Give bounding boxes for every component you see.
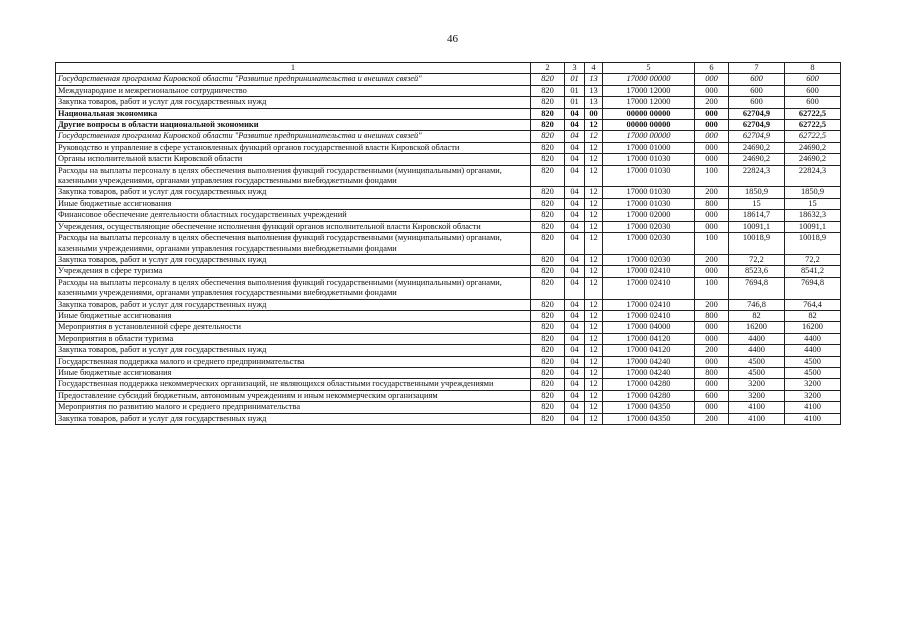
amount-year2-cell: 600 <box>785 97 841 108</box>
subsection-code-cell: 13 <box>585 74 603 85</box>
target-article-cell: 17000 01030 <box>603 187 695 198</box>
amount-year1-cell: 7694,8 <box>729 277 785 299</box>
row-name-cell: Закупка товаров, работ и услуг для государственных нужд <box>56 97 531 108</box>
chapter-code-cell: 820 <box>531 108 565 119</box>
row-name-cell: Учреждения, осуществляющие обеспечение исполнения функций органов исполнительной власти Кировской области <box>56 221 531 232</box>
section-code-cell: 04 <box>565 390 585 401</box>
row-name-cell: Расходы на выплаты персоналу в целях обеспечения выполнения функций государственными (муниципальными) органами, казенными учреждениями, органами управления государственными внебюджетными фондами <box>56 233 531 255</box>
table-row <box>56 154 841 165</box>
section-code-cell: 04 <box>565 131 585 142</box>
target-article-cell: 17000 04280 <box>603 390 695 401</box>
row-name-cell: Иные бюджетные ассигнования <box>56 198 531 209</box>
subsection-code-cell: 12 <box>585 390 603 401</box>
amount-year1-cell: 62704,9 <box>729 120 785 131</box>
row-name-cell: Мероприятия по развитию малого и среднего предпринимательства <box>56 402 531 413</box>
expense-type-cell: 000 <box>695 322 729 333</box>
header-cell: 1 <box>56 63 531 74</box>
chapter-code-cell: 820 <box>531 310 565 321</box>
subsection-code-cell: 12 <box>585 120 603 131</box>
section-code-cell: 04 <box>565 108 585 119</box>
chapter-code-cell: 820 <box>531 74 565 85</box>
amount-year1-cell: 22824,3 <box>729 165 785 187</box>
table-row <box>56 310 841 321</box>
subsection-code-cell: 12 <box>585 210 603 221</box>
section-code-cell: 04 <box>565 210 585 221</box>
amount-year1-cell: 4100 <box>729 413 785 424</box>
amount-year1-cell: 746,8 <box>729 299 785 310</box>
table-row <box>56 233 841 255</box>
section-code-cell: 01 <box>565 85 585 96</box>
amount-year2-cell: 4500 <box>785 367 841 378</box>
amount-year2-cell: 24690,2 <box>785 142 841 153</box>
subsection-code-cell: 12 <box>585 322 603 333</box>
amount-year1-cell: 3200 <box>729 379 785 390</box>
section-code-cell: 04 <box>565 310 585 321</box>
target-article-cell: 17000 02030 <box>603 254 695 265</box>
target-article-cell: 00000 00000 <box>603 120 695 131</box>
row-name-cell: Предоставление субсидий бюджетным, автономным учреждениям и иным некоммерческим организациям <box>56 390 531 401</box>
row-name-cell: Финансовое обеспечение деятельности областных государственных учреждений <box>56 210 531 221</box>
amount-year2-cell: 4100 <box>785 413 841 424</box>
expense-type-cell: 000 <box>695 356 729 367</box>
chapter-code-cell: 820 <box>531 367 565 378</box>
section-code-cell: 04 <box>565 413 585 424</box>
amount-year1-cell: 24690,2 <box>729 142 785 153</box>
amount-year1-cell: 16200 <box>729 322 785 333</box>
table-row <box>56 277 841 299</box>
target-article-cell: 17000 02410 <box>603 310 695 321</box>
chapter-code-cell: 820 <box>531 413 565 424</box>
amount-year2-cell: 22824,3 <box>785 165 841 187</box>
amount-year1-cell: 4500 <box>729 367 785 378</box>
target-article-cell: 17000 04000 <box>603 322 695 333</box>
header-cell: 7 <box>729 63 785 74</box>
amount-year2-cell: 7694,8 <box>785 277 841 299</box>
subsection-code-cell: 12 <box>585 379 603 390</box>
row-name-cell: Иные бюджетные ассигнования <box>56 310 531 321</box>
chapter-code-cell: 820 <box>531 85 565 96</box>
target-article-cell: 17000 04240 <box>603 367 695 378</box>
table-row <box>56 131 841 142</box>
table-row <box>56 210 841 221</box>
target-article-cell: 17000 00000 <box>603 131 695 142</box>
row-name-cell: Государственная поддержка малого и среднего предпринимательства <box>56 356 531 367</box>
expense-type-cell: 000 <box>695 154 729 165</box>
chapter-code-cell: 820 <box>531 97 565 108</box>
header-cell: 8 <box>785 63 841 74</box>
table-header-row <box>56 63 841 74</box>
amount-year2-cell: 3200 <box>785 379 841 390</box>
expense-type-cell: 000 <box>695 402 729 413</box>
row-name-cell: Государственная программа Кировской области "Развитие предпринимательства и внешних связей" <box>56 74 531 85</box>
target-article-cell: 17000 04280 <box>603 379 695 390</box>
target-article-cell: 17000 00000 <box>603 74 695 85</box>
row-name-cell: Закупка товаров, работ и услуг для государственных нужд <box>56 299 531 310</box>
table-row <box>56 390 841 401</box>
subsection-code-cell: 12 <box>585 345 603 356</box>
row-name-cell: Другие вопросы в области национальной экономики <box>56 120 531 131</box>
amount-year2-cell: 72,2 <box>785 254 841 265</box>
row-name-cell: Закупка товаров, работ и услуг для государственных нужд <box>56 413 531 424</box>
expense-type-cell: 800 <box>695 310 729 321</box>
amount-year1-cell: 1850,9 <box>729 187 785 198</box>
amount-year1-cell: 72,2 <box>729 254 785 265</box>
target-article-cell: 17000 04240 <box>603 356 695 367</box>
subsection-code-cell: 12 <box>585 310 603 321</box>
table-row <box>56 97 841 108</box>
section-code-cell: 04 <box>565 198 585 209</box>
section-code-cell: 01 <box>565 74 585 85</box>
chapter-code-cell: 820 <box>531 345 565 356</box>
chapter-code-cell: 820 <box>531 120 565 131</box>
amount-year1-cell: 4500 <box>729 356 785 367</box>
table-row <box>56 413 841 424</box>
amount-year2-cell: 24690,2 <box>785 154 841 165</box>
target-article-cell: 17000 04350 <box>603 402 695 413</box>
chapter-code-cell: 820 <box>531 356 565 367</box>
row-name-cell: Закупка товаров, работ и услуг для государственных нужд <box>56 254 531 265</box>
table-row <box>56 266 841 277</box>
table-row <box>56 221 841 232</box>
amount-year1-cell: 15 <box>729 198 785 209</box>
chapter-code-cell: 820 <box>531 379 565 390</box>
target-article-cell: 17000 04350 <box>603 413 695 424</box>
amount-year1-cell: 4100 <box>729 402 785 413</box>
table-row <box>56 322 841 333</box>
expense-type-cell: 000 <box>695 266 729 277</box>
expense-type-cell: 200 <box>695 345 729 356</box>
chapter-code-cell: 820 <box>531 165 565 187</box>
target-article-cell: 17000 02030 <box>603 233 695 255</box>
section-code-cell: 04 <box>565 379 585 390</box>
subsection-code-cell: 12 <box>585 356 603 367</box>
subsection-code-cell: 12 <box>585 187 603 198</box>
amount-year2-cell: 18632,3 <box>785 210 841 221</box>
row-name-cell: Руководство и управление в сфере установленных функций органов государственной власти Кировской области <box>56 142 531 153</box>
subsection-code-cell: 12 <box>585 277 603 299</box>
expense-type-cell: 100 <box>695 277 729 299</box>
section-code-cell: 04 <box>565 356 585 367</box>
chapter-code-cell: 820 <box>531 254 565 265</box>
table-row <box>56 187 841 198</box>
table-row <box>56 108 841 119</box>
header-cell: 4 <box>585 63 603 74</box>
target-article-cell: 17000 04120 <box>603 333 695 344</box>
amount-year2-cell: 10091,1 <box>785 221 841 232</box>
section-code-cell: 04 <box>565 142 585 153</box>
subsection-code-cell: 00 <box>585 108 603 119</box>
subsection-code-cell: 12 <box>585 198 603 209</box>
chapter-code-cell: 820 <box>531 299 565 310</box>
row-name-cell: Иные бюджетные ассигнования <box>56 367 531 378</box>
subsection-code-cell: 12 <box>585 413 603 424</box>
target-article-cell: 17000 01030 <box>603 154 695 165</box>
table-row <box>56 379 841 390</box>
expense-type-cell: 800 <box>695 367 729 378</box>
subsection-code-cell: 12 <box>585 266 603 277</box>
chapter-code-cell: 820 <box>531 187 565 198</box>
chapter-code-cell: 820 <box>531 198 565 209</box>
expense-type-cell: 000 <box>695 120 729 131</box>
amount-year1-cell: 600 <box>729 97 785 108</box>
target-article-cell: 17000 02410 <box>603 299 695 310</box>
row-name-cell: Расходы на выплаты персоналу в целях обеспечения выполнения функций государственными (муниципальными) органами, казенными учреждениями, органами управления государственными внебюджетными фондами <box>56 277 531 299</box>
row-name-cell: Органы исполнительной власти Кировской области <box>56 154 531 165</box>
table-row <box>56 356 841 367</box>
row-name-cell: Закупка товаров, работ и услуг для государственных нужд <box>56 345 531 356</box>
amount-year2-cell: 4400 <box>785 345 841 356</box>
amount-year1-cell: 600 <box>729 74 785 85</box>
chapter-code-cell: 820 <box>531 266 565 277</box>
expense-type-cell: 000 <box>695 131 729 142</box>
subsection-code-cell: 13 <box>585 97 603 108</box>
header-cell: 6 <box>695 63 729 74</box>
section-code-cell: 04 <box>565 333 585 344</box>
row-name-cell: Расходы на выплаты персоналу в целях обеспечения выполнения функций государственными (муниципальными) органами, казенными учреждениями, органами управления государственными внебюджетными фондами <box>56 165 531 187</box>
section-code-cell: 04 <box>565 233 585 255</box>
section-code-cell: 01 <box>565 97 585 108</box>
chapter-code-cell: 820 <box>531 131 565 142</box>
chapter-code-cell: 820 <box>531 233 565 255</box>
amount-year1-cell: 10091,1 <box>729 221 785 232</box>
row-name-cell: Государственная программа Кировской области "Развитие предпринимательства и внешних связей" <box>56 131 531 142</box>
section-code-cell: 04 <box>565 266 585 277</box>
section-code-cell: 04 <box>565 299 585 310</box>
amount-year1-cell: 4400 <box>729 345 785 356</box>
amount-year2-cell: 62722,5 <box>785 108 841 119</box>
section-code-cell: 04 <box>565 187 585 198</box>
amount-year2-cell: 8541,2 <box>785 266 841 277</box>
expense-type-cell: 100 <box>695 233 729 255</box>
budget-table <box>55 62 841 425</box>
target-article-cell: 17000 12000 <box>603 97 695 108</box>
section-code-cell: 04 <box>565 254 585 265</box>
section-code-cell: 04 <box>565 277 585 299</box>
row-name-cell: Мероприятия в области туризма <box>56 333 531 344</box>
amount-year2-cell: 15 <box>785 198 841 209</box>
amount-year1-cell: 24690,2 <box>729 154 785 165</box>
expense-type-cell: 000 <box>695 142 729 153</box>
header-cell: 5 <box>603 63 695 74</box>
target-article-cell: 17000 02030 <box>603 221 695 232</box>
amount-year1-cell: 600 <box>729 85 785 96</box>
amount-year2-cell: 10018,9 <box>785 233 841 255</box>
amount-year2-cell: 4100 <box>785 402 841 413</box>
row-name-cell: Мероприятия в установленной сфере деятельности <box>56 322 531 333</box>
target-article-cell: 17000 12000 <box>603 85 695 96</box>
section-code-cell: 04 <box>565 221 585 232</box>
amount-year2-cell: 764,4 <box>785 299 841 310</box>
expense-type-cell: 000 <box>695 333 729 344</box>
table-row <box>56 333 841 344</box>
amount-year2-cell: 3200 <box>785 390 841 401</box>
header-cell: 3 <box>565 63 585 74</box>
chapter-code-cell: 820 <box>531 210 565 221</box>
row-name-cell: Международное и межрегиональное сотрудничество <box>56 85 531 96</box>
amount-year1-cell: 3200 <box>729 390 785 401</box>
target-article-cell: 17000 04120 <box>603 345 695 356</box>
expense-type-cell: 200 <box>695 413 729 424</box>
expense-type-cell: 000 <box>695 379 729 390</box>
subsection-code-cell: 12 <box>585 131 603 142</box>
subsection-code-cell: 12 <box>585 402 603 413</box>
target-article-cell: 00000 00000 <box>603 108 695 119</box>
amount-year2-cell: 16200 <box>785 322 841 333</box>
section-code-cell: 04 <box>565 402 585 413</box>
header-cell: 2 <box>531 63 565 74</box>
chapter-code-cell: 820 <box>531 142 565 153</box>
expense-type-cell: 200 <box>695 254 729 265</box>
target-article-cell: 17000 01000 <box>603 142 695 153</box>
chapter-code-cell: 820 <box>531 221 565 232</box>
chapter-code-cell: 820 <box>531 322 565 333</box>
row-name-cell: Учреждения в сфере туризма <box>56 266 531 277</box>
chapter-code-cell: 820 <box>531 402 565 413</box>
subsection-code-cell: 13 <box>585 85 603 96</box>
table-row <box>56 367 841 378</box>
table-row <box>56 254 841 265</box>
section-code-cell: 04 <box>565 367 585 378</box>
expense-type-cell: 000 <box>695 74 729 85</box>
subsection-code-cell: 12 <box>585 299 603 310</box>
expense-type-cell: 200 <box>695 299 729 310</box>
expense-type-cell: 000 <box>695 108 729 119</box>
amount-year2-cell: 62722,5 <box>785 131 841 142</box>
section-code-cell: 04 <box>565 120 585 131</box>
table-row <box>56 74 841 85</box>
section-code-cell: 04 <box>565 154 585 165</box>
target-article-cell: 17000 01030 <box>603 165 695 187</box>
target-article-cell: 17000 01030 <box>603 198 695 209</box>
expense-type-cell: 800 <box>695 198 729 209</box>
chapter-code-cell: 820 <box>531 277 565 299</box>
page-number: 46 <box>447 33 458 45</box>
amount-year2-cell: 1850,9 <box>785 187 841 198</box>
amount-year1-cell: 10018,9 <box>729 233 785 255</box>
section-code-cell: 04 <box>565 322 585 333</box>
amount-year2-cell: 4400 <box>785 333 841 344</box>
expense-type-cell: 000 <box>695 85 729 96</box>
table-row <box>56 85 841 96</box>
expense-type-cell: 200 <box>695 187 729 198</box>
expense-type-cell: 000 <box>695 210 729 221</box>
target-article-cell: 17000 02410 <box>603 266 695 277</box>
row-name-cell: Национальная экономика <box>56 108 531 119</box>
amount-year2-cell: 4500 <box>785 356 841 367</box>
amount-year2-cell: 82 <box>785 310 841 321</box>
subsection-code-cell: 12 <box>585 233 603 255</box>
amount-year1-cell: 62704,9 <box>729 131 785 142</box>
expense-type-cell: 100 <box>695 165 729 187</box>
expense-type-cell: 200 <box>695 97 729 108</box>
amount-year1-cell: 8523,6 <box>729 266 785 277</box>
amount-year2-cell: 600 <box>785 74 841 85</box>
amount-year1-cell: 4400 <box>729 333 785 344</box>
chapter-code-cell: 820 <box>531 390 565 401</box>
section-code-cell: 04 <box>565 165 585 187</box>
table-row <box>56 299 841 310</box>
amount-year1-cell: 82 <box>729 310 785 321</box>
section-code-cell: 04 <box>565 345 585 356</box>
expense-type-cell: 000 <box>695 221 729 232</box>
subsection-code-cell: 12 <box>585 254 603 265</box>
table-row <box>56 165 841 187</box>
table-row <box>56 198 841 209</box>
chapter-code-cell: 820 <box>531 333 565 344</box>
amount-year2-cell: 62722,5 <box>785 120 841 131</box>
table-row <box>56 345 841 356</box>
subsection-code-cell: 12 <box>585 221 603 232</box>
expense-type-cell: 600 <box>695 390 729 401</box>
subsection-code-cell: 12 <box>585 142 603 153</box>
amount-year1-cell: 62704,9 <box>729 108 785 119</box>
amount-year1-cell: 18614,7 <box>729 210 785 221</box>
subsection-code-cell: 12 <box>585 165 603 187</box>
subsection-code-cell: 12 <box>585 154 603 165</box>
row-name-cell: Закупка товаров, работ и услуг для государственных нужд <box>56 187 531 198</box>
row-name-cell: Государственная поддержка некоммерческих организаций, не являющихся областными государственными учреждениями <box>56 379 531 390</box>
subsection-code-cell: 12 <box>585 367 603 378</box>
table-row <box>56 402 841 413</box>
table-row <box>56 142 841 153</box>
chapter-code-cell: 820 <box>531 154 565 165</box>
subsection-code-cell: 12 <box>585 333 603 344</box>
table-row <box>56 120 841 131</box>
target-article-cell: 17000 02410 <box>603 277 695 299</box>
target-article-cell: 17000 02000 <box>603 210 695 221</box>
amount-year2-cell: 600 <box>785 85 841 96</box>
